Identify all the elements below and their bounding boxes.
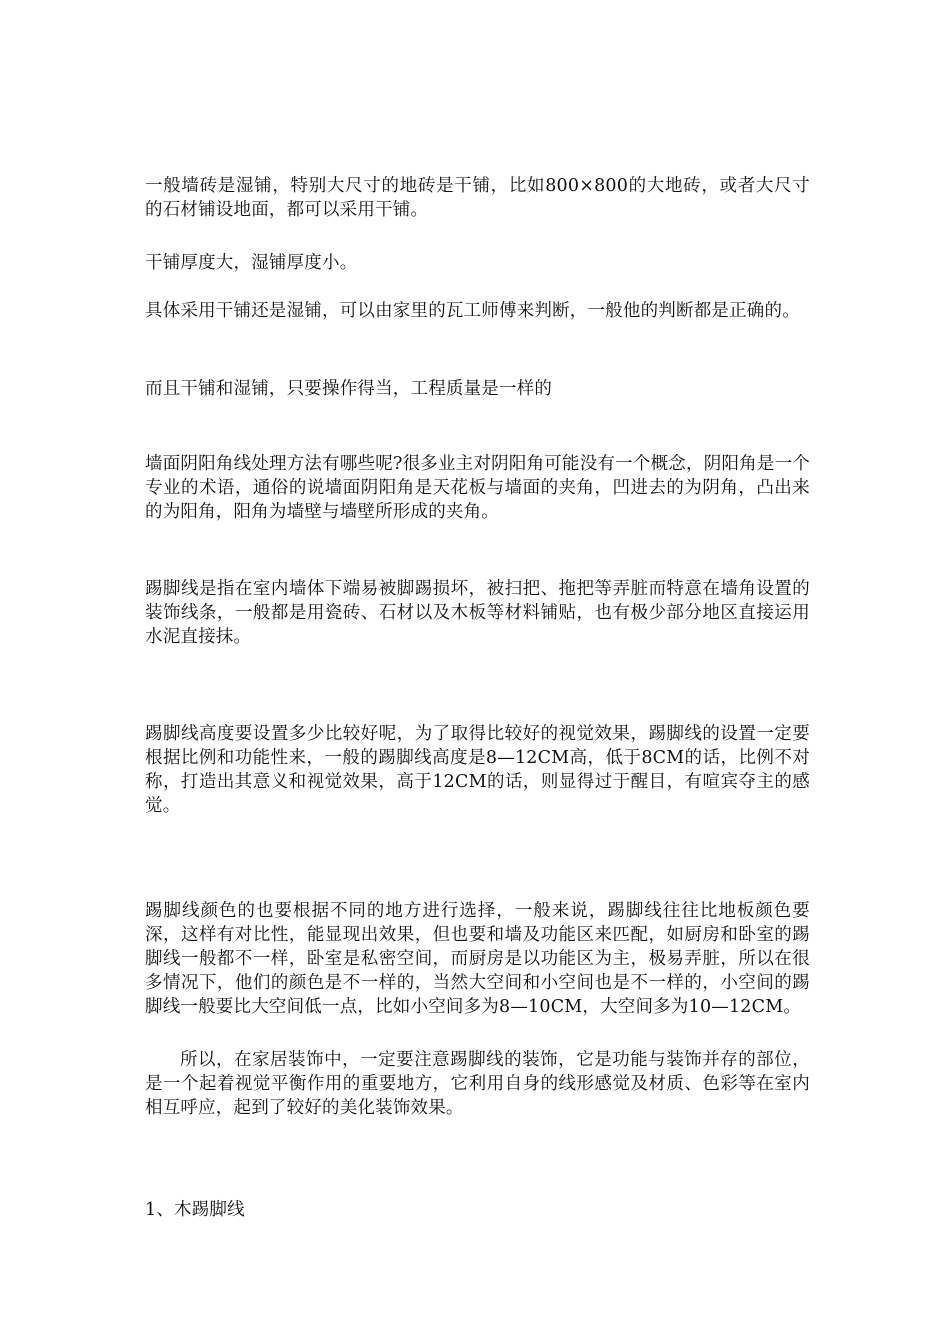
paragraph-thickness: 干铺厚度大，湿铺厚度小。 xyxy=(145,253,358,273)
paragraph-skirting-color: 踢脚线颜色的也要根据不同的地方进行选择，一般来说，踢脚线往往比地板颜色要深，这样有对比性，能显现出效果，但也要和墙及功能区来匹配，如厨房和卧室的踢脚线一般都不一样，卧室是私密空间，而厨房是以功能区为主，极易弄脏，所以在很多情况下，他们的颜色是不一样的，当然大空间和小空间也是不一样的，小空间的踢脚线一般要比大空间低一点，比如小空间多为8—10CM，大空间多为10—12CM。 xyxy=(145,901,810,1017)
paragraph-conclusion: 所以，在家居装饰中，一定要注意踢脚线的装饰，它是功能与装饰并存的部位，是一个起着视觉平衡作用的重要地方，它利用自身的线形感觉及材质、色彩等在室内相互呼应，起到了较好的美化装饰效果。 xyxy=(145,1050,810,1118)
paragraph-skirting-height: 踢脚线高度要设置多少比较好呢，为了取得比较好的视觉效果，踢脚线的设置一定要根据比例和功能性来，一般的踢脚线高度是8—12CM高，低于8CM的话，比例不对称，打造出其意义和视觉效果，高于12CM的话，则显得过于醒目，有喧宾夺主的感觉。 xyxy=(145,724,810,816)
paragraph-tile-laying: 一般墙砖是湿铺，特别大尺寸的地砖是干铺，比如800×800的大地砖，或者大尺寸的石材铺设地面，都可以采用干铺。 xyxy=(145,176,810,220)
paragraph-quality: 而且干铺和湿铺，只要操作得当，工程质量是一样的 xyxy=(145,379,553,399)
paragraph-skirting-definition: 踢脚线是指在室内墙体下端易被脚踢损坏，被扫把、拖把等弄脏而特意在墙角设置的装饰线条，一般都是用瓷砖、石材以及木板等材料铺贴，也有极少部分地区直接运用水泥直接抹。 xyxy=(145,579,810,647)
paragraph-judgement: 具体采用干铺还是湿铺，可以由家里的瓦工师傅来判断，一般他的判断都是正确的。 xyxy=(145,301,800,321)
paragraph-wall-corners: 墙面阴阳角线处理方法有哪些呢?很多业主对阴阳角可能没有一个概念，阴阳角是一个专业的术语，通俗的说墙面阴阳角是天花板与墙面的夹角，凹进去的为阴角，凸出来的为阳角，阳角为墙壁与墙壁所形成的夹角。 xyxy=(145,454,810,522)
section-heading-wood-skirting: 1、木踢脚线 xyxy=(145,1200,245,1220)
